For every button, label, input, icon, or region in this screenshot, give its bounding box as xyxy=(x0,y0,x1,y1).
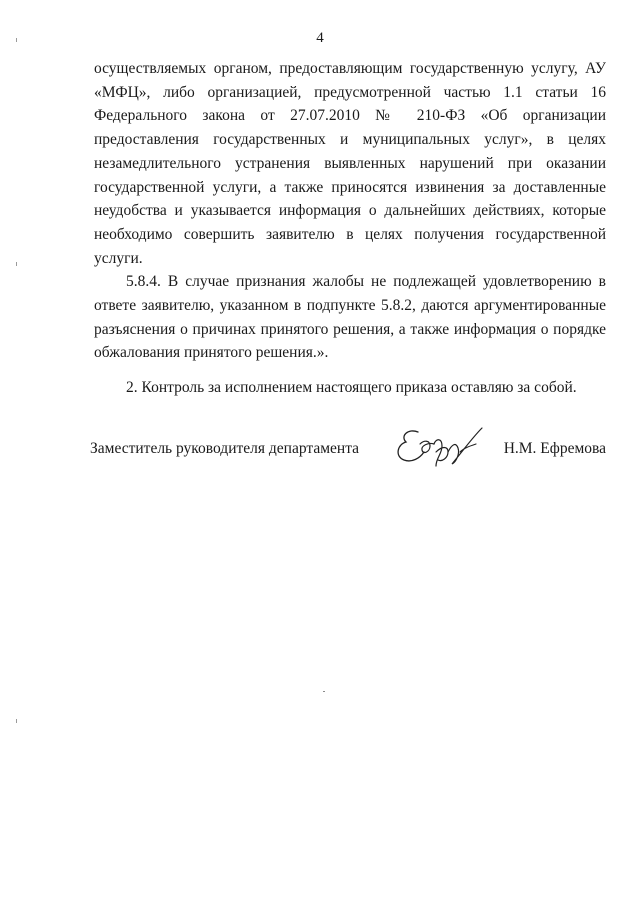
margin-mark xyxy=(16,719,17,723)
margin-mark xyxy=(16,262,17,266)
signature-block xyxy=(90,438,606,498)
paragraph-continuation: осуществляемых органом, предоставляющим государственную услугу, АУ «МФЦ», либо организацией, предусмотренной частью 1.1 статьи 16 Федерального закона от 27.07.2010 № 210-ФЗ «Об организации предоставления государственных и муниципальных услуг», в целях незамедлительного устранения выявленных нарушений при оказании государственной услуги, а также приносятся извинения за доставленные неудобства и указывается информация о дальнейших действиях, которые необходимо совершить заявителю в целях получения государственной услуги. xyxy=(94,60,606,267)
signer-name: Н.М. Ефремова xyxy=(503,440,606,457)
margin-mark xyxy=(16,38,17,42)
scan-dot xyxy=(323,691,325,692)
paragraph-5-8-4: 5.8.4. В случае признания жалобы не подлежащей удовлетворению в ответе заявителю, указанном в подпункте 5.8.2, даются аргументированные разъяснения о причинах принятого решения, а также информация о порядке обжалования принятого решения.». xyxy=(94,273,606,362)
signer-title: Заместитель руководителя департамента xyxy=(90,440,360,457)
handwritten-signature xyxy=(390,422,500,482)
page-number: 4 xyxy=(316,30,324,46)
paragraph-control-clause: 2. Контроль за исполнением настоящего приказа оставляю за собой. xyxy=(126,379,577,397)
document-body xyxy=(94,57,606,400)
